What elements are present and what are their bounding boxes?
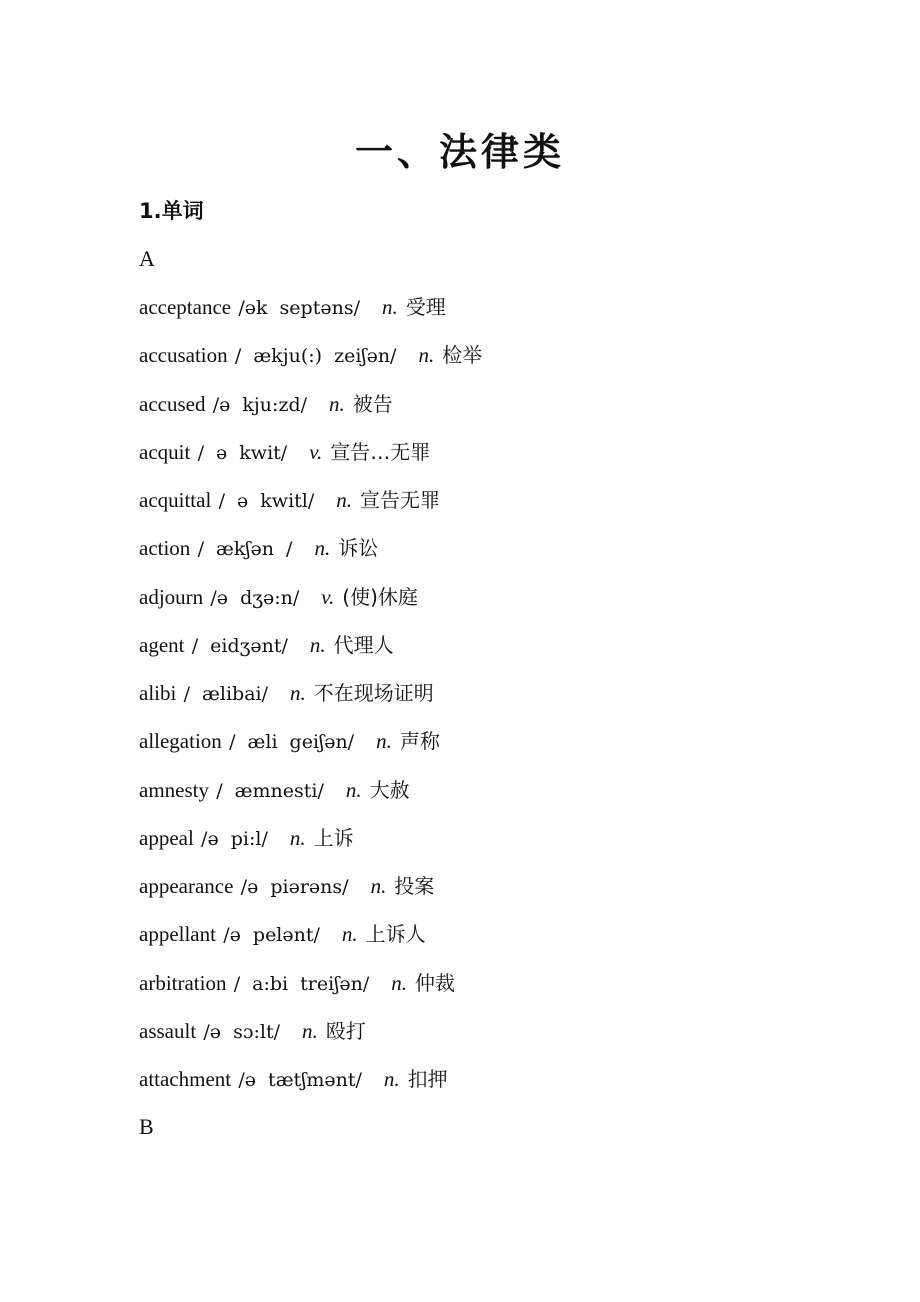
entry-phonetic: /ə sɔ:lt/ (203, 1020, 280, 1043)
vocabulary-entry (139, 630, 482, 678)
vocabulary-entry (139, 533, 482, 581)
entry-phonetic: / ə kwit/ (197, 441, 288, 464)
entry-meaning: 大赦 (369, 777, 410, 802)
entry-phonetic: / ə kwitl/ (218, 490, 315, 512)
entry-meaning: 检举 (442, 343, 483, 368)
entry-part-of-speech: n. (329, 391, 345, 416)
entry-phonetic: /ə tætʃmənt/ (238, 1069, 362, 1091)
vocabulary-entry (139, 919, 482, 967)
entry-phonetic: / ækʃən / (197, 538, 293, 561)
entry-word: acquit (139, 439, 191, 464)
entry-phonetic: /ə dʒə:n/ (210, 586, 300, 609)
entry-phonetic: / æmnesti/ (216, 779, 324, 802)
entry-part-of-speech: n. (302, 1018, 318, 1043)
entry-word: acceptance (139, 295, 232, 319)
entry-word: appearance (139, 874, 234, 898)
vocabulary-entry (139, 823, 482, 871)
vocabulary-entry (139, 678, 482, 726)
entry-meaning: (使)休庭 (342, 584, 418, 609)
entry-phonetic: / a:bi treiʃən/ (233, 972, 370, 995)
entry-word: allegation (139, 729, 222, 754)
entry-word: acquittal (139, 488, 212, 512)
entry-part-of-speech: v. (321, 584, 335, 609)
vocabulary-entry (139, 437, 482, 485)
entry-part-of-speech: n. (314, 536, 331, 561)
entry-part-of-speech: n. (345, 777, 362, 802)
entry-word: arbitration (139, 970, 227, 995)
entry-phonetic: /ə piərəns/ (240, 876, 349, 898)
entry-part-of-speech: n. (381, 295, 398, 319)
entry-meaning: 上诉人 (365, 922, 426, 947)
vocabulary-entry (139, 726, 482, 774)
vocabulary-entry (139, 1064, 482, 1112)
entry-meaning: 声称 (399, 729, 440, 754)
entry-part-of-speech: n. (341, 922, 358, 947)
entry-meaning: 投案 (394, 874, 435, 898)
entry-phonetic: /ə pi:l/ (201, 827, 268, 850)
entry-phonetic: / ækju(:) zeiʃən/ (234, 345, 397, 368)
entry-meaning: 代理人 (333, 632, 394, 657)
entry-word: appellant (139, 922, 216, 947)
entry-phonetic: /ə pelənt/ (223, 924, 320, 947)
vocabulary-entry (139, 582, 482, 630)
entry-word: assault (139, 1018, 197, 1043)
vocabulary-entry (139, 389, 482, 437)
entry-meaning: 诉讼 (338, 536, 379, 561)
entry-word: agent (139, 632, 185, 657)
vocabulary-entry (139, 340, 482, 388)
entry-part-of-speech: n. (309, 632, 326, 657)
entry-meaning: 宣告…无罪 (330, 439, 431, 464)
section-heading: 1.单词 (139, 199, 204, 223)
entry-word: amnesty (139, 777, 209, 802)
vocabulary-entry (139, 1016, 482, 1064)
entry-word: attachment (139, 1067, 232, 1091)
vocabulary-entry (139, 292, 482, 340)
letter-heading-b: B (139, 1114, 154, 1139)
vocabulary-entry (139, 871, 482, 919)
entry-meaning: 宣告无罪 (360, 488, 441, 512)
vocabulary-entry (139, 485, 482, 533)
entry-word: accused (139, 391, 206, 416)
entry-phonetic: /ək septəns/ (238, 297, 360, 319)
entry-part-of-speech: n. (383, 1067, 400, 1091)
entry-meaning: 上诉 (313, 825, 354, 850)
entry-part-of-speech: v. (309, 439, 323, 464)
entry-part-of-speech: n. (391, 970, 407, 995)
entry-meaning: 被告 (352, 391, 393, 416)
entry-word: accusation (139, 343, 228, 368)
entry-word: alibi (139, 681, 177, 705)
entry-meaning: 仲裁 (415, 970, 455, 995)
entry-part-of-speech: n. (290, 681, 306, 705)
entry-meaning: 不在现场证明 (313, 681, 434, 705)
vocabulary-entry (139, 775, 482, 823)
entry-phonetic: / ælibai/ (183, 683, 268, 705)
entry-part-of-speech: n. (376, 729, 392, 754)
entry-phonetic: / æli geiʃən/ (229, 731, 355, 754)
entry-word: adjourn (139, 584, 204, 609)
entry-part-of-speech: n. (336, 488, 353, 512)
entry-word: action (139, 536, 191, 561)
page-title: 一、法律类 (354, 130, 565, 174)
entry-phonetic: /ə kju:zd/ (212, 393, 308, 416)
entry-word: appeal (139, 825, 194, 850)
vocabulary-entry (139, 968, 482, 1016)
vocabulary-list (139, 292, 482, 1112)
entry-meaning: 受理 (405, 295, 446, 319)
entry-part-of-speech: n. (370, 874, 387, 898)
entry-phonetic: / eidʒənt/ (191, 634, 288, 657)
entry-part-of-speech: n. (289, 825, 306, 850)
entry-part-of-speech: n. (418, 343, 435, 368)
entry-meaning: 殴打 (325, 1018, 366, 1043)
entry-meaning: 扣押 (407, 1067, 448, 1091)
letter-heading-a: A (139, 246, 155, 271)
